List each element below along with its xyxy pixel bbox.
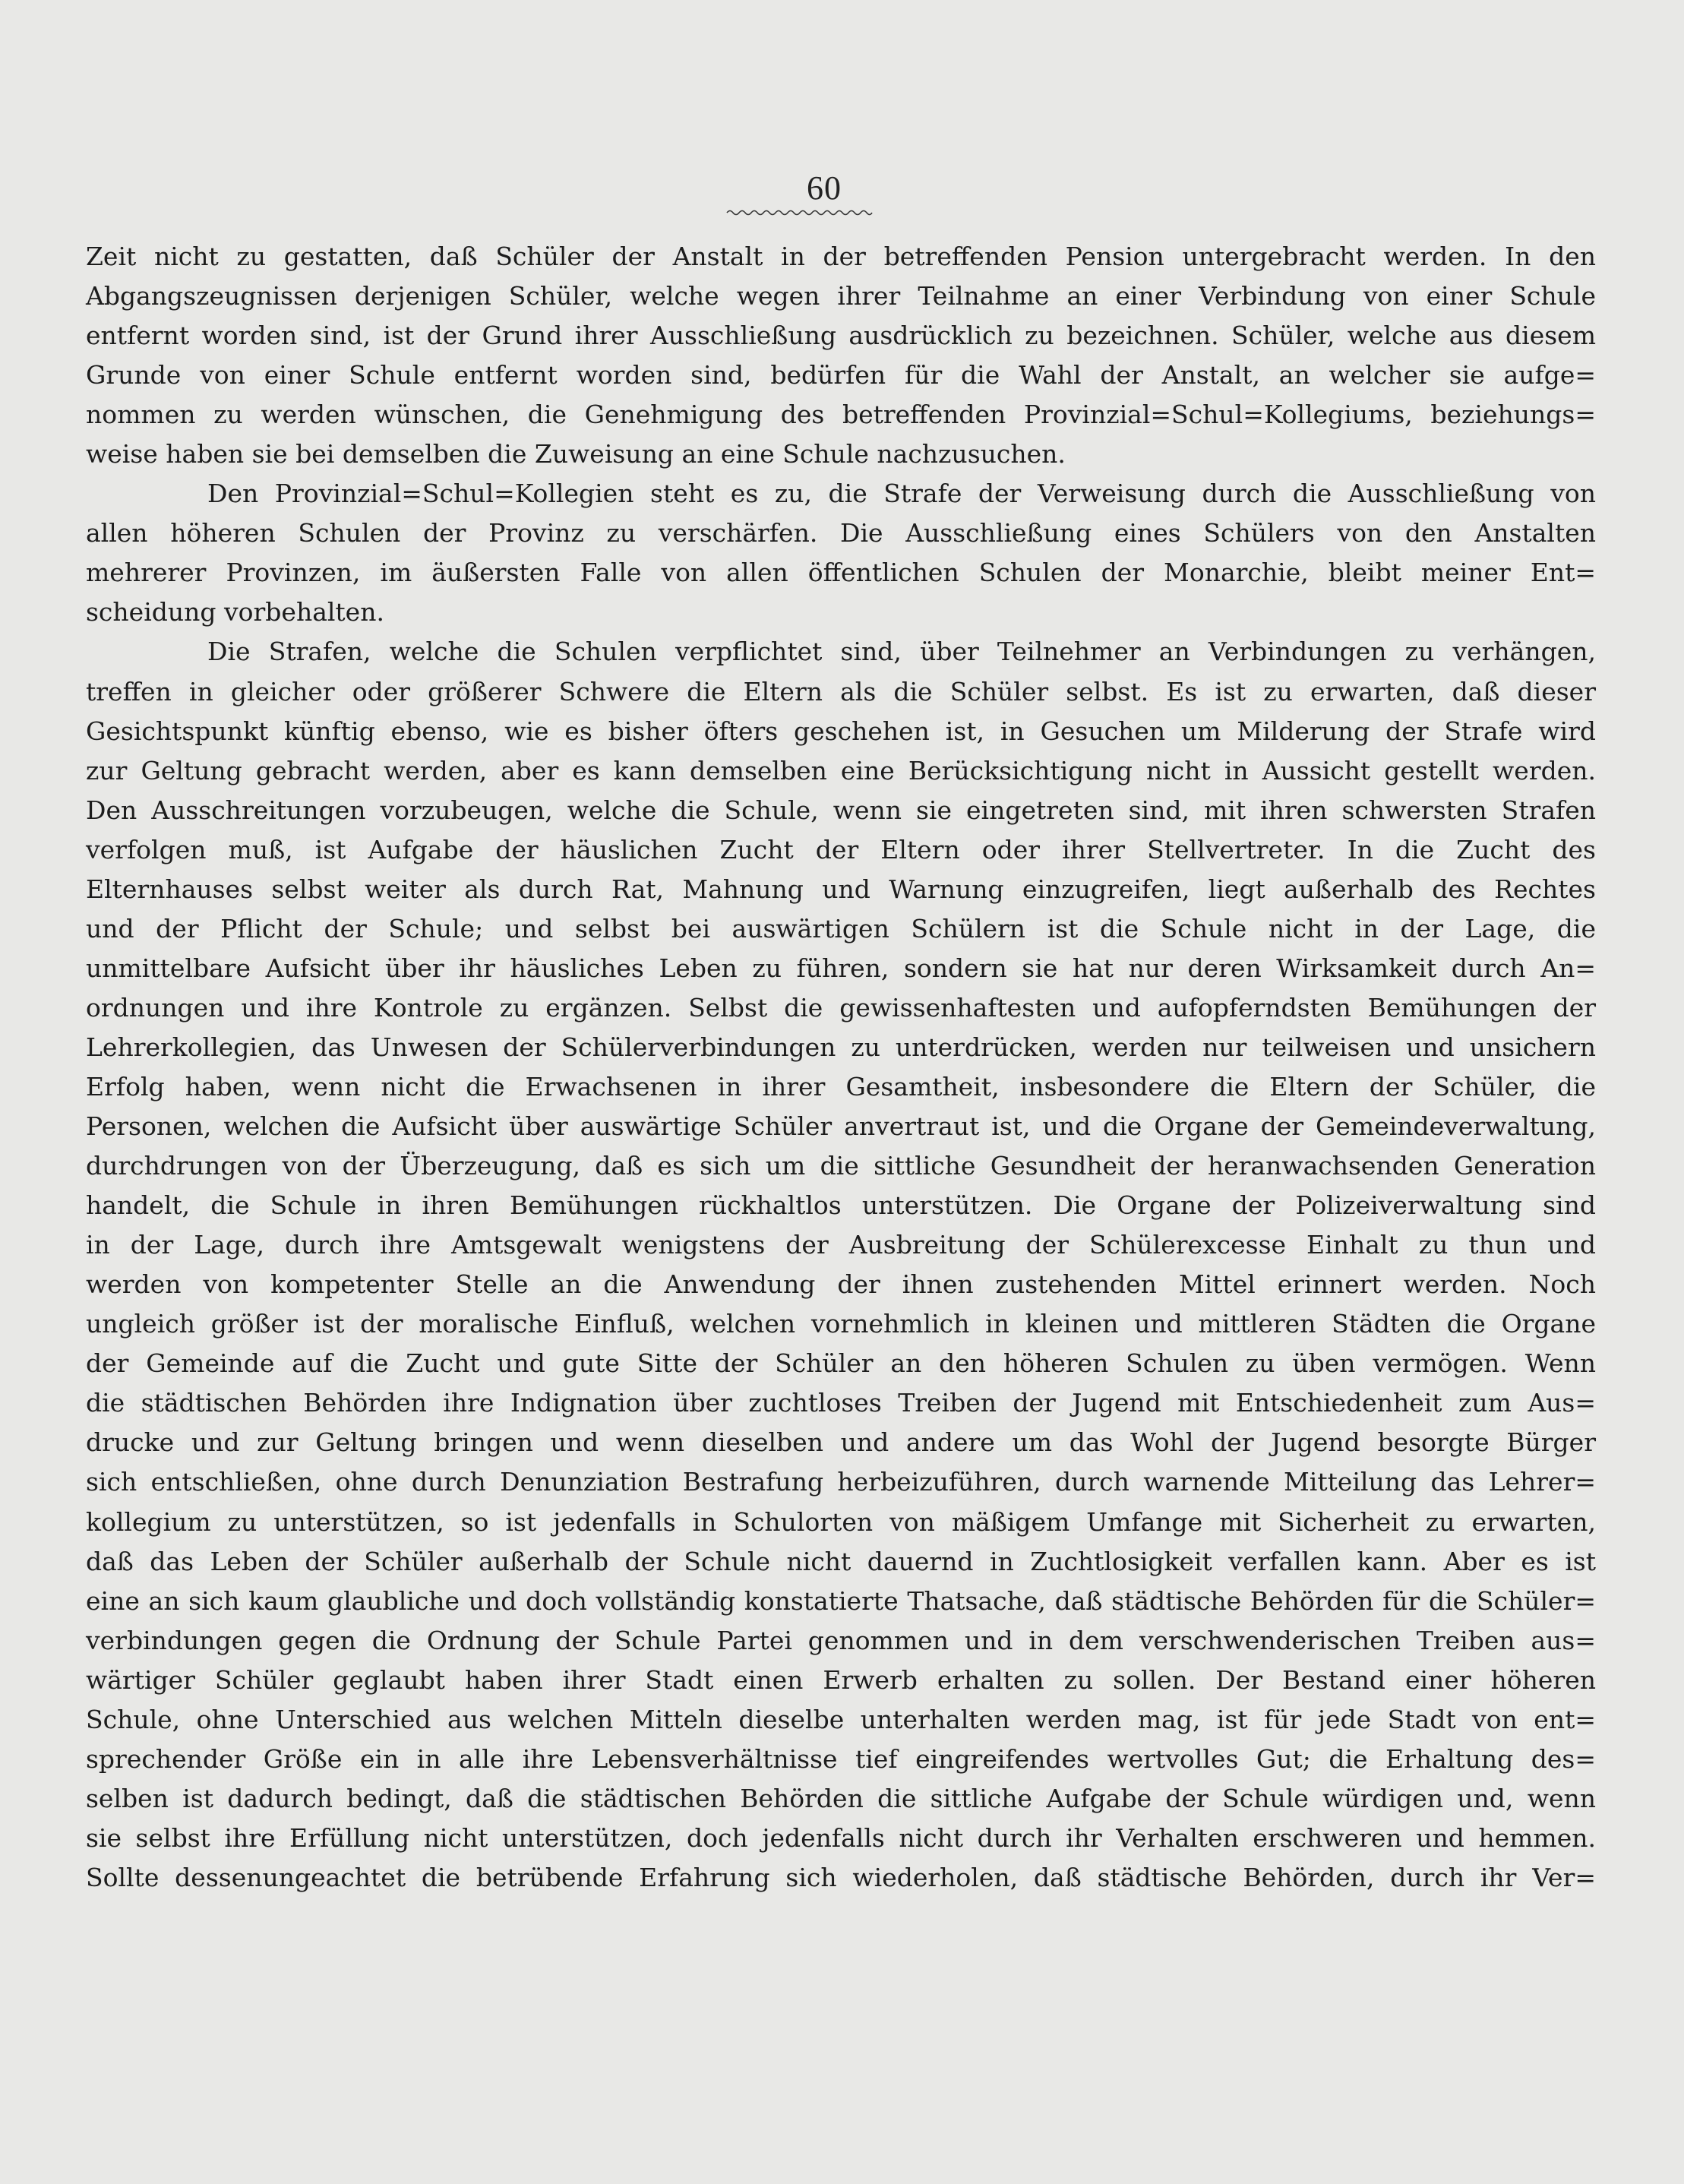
text-line: Sollte dessenungeachtet die betrübende Erfahrung sich wiederholen, daß städtische Behörden, durch ihr Ver= — [86, 1862, 1596, 1892]
text-line: durchdrungen von der Überzeugung, daß es sich um die sittliche Gesundheit der heranwachsenden Generation — [86, 1151, 1596, 1181]
text-line: sich entschließen, ohne durch Denunziation Bestrafung herbeizuführen, durch warnende Mitteilung das Lehrer= — [86, 1467, 1596, 1497]
text-line: Gesichtspunkt künftig ebenso, wie es bisher öfters geschehen ist, in Gesuchen um Milderung der Strafe wird — [86, 716, 1596, 746]
text-line: entfernt worden sind, ist der Grund ihrer Ausschließung ausdrücklich zu bezeichnen. Schüler, welche aus diesem — [86, 321, 1596, 351]
body-text — [86, 237, 1596, 1898]
text-line: drucke und zur Geltung bringen und wenn dieselben und andere um das Wohl der Jugend besorgte Bürger — [86, 1427, 1596, 1458]
text-line: ordnungen und ihre Kontrole zu ergänzen. Selbst die gewissenhaftesten und aufopferndsten Bemühungen der — [86, 992, 1596, 1022]
text-line: weise haben sie bei demselben die Zuweisung an eine Schule nachzusuchen. — [86, 439, 1066, 469]
text-line: Den Provinzial=Schul=Kollegien steht es zu, die Strafe der Verweisung durch die Ausschließung von — [207, 479, 1596, 509]
text-line: allen höheren Schulen der Provinz zu verschärfen. Die Ausschließung eines Schülers von den Anstalten — [86, 518, 1596, 548]
text-line: unmittelbare Aufsicht über ihr häusliches Leben zu führen, sondern sie hat nur deren Wirksamkeit durch An= — [86, 953, 1596, 983]
text-line: handelt, die Schule in ihren Bemühungen rückhaltlos unterstützen. Die Organe der Polizeiverwaltung sind — [86, 1190, 1596, 1221]
text-line: Grunde von einer Schule entfernt worden sind, bedürfen für die Wahl der Anstalt, an welcher sie aufge= — [86, 360, 1596, 390]
text-line: treffen in gleicher oder größerer Schwere die Eltern als die Schüler selbst. Es ist zu erwarten, daß dieser — [86, 676, 1596, 706]
text-line: Schule, ohne Unterschied aus welchen Mitteln dieselbe unterhalten werden mag, ist für jede Stadt von ent= — [86, 1704, 1596, 1734]
text-line: Personen, welchen die Aufsicht über auswärtige Schüler anvertraut ist, und die Organe der Gemeindeverwaltung, — [86, 1111, 1596, 1142]
text-line: Zeit nicht zu gestatten, daß Schüler der Anstalt in der betreffenden Pension untergebracht werden. In den — [86, 242, 1596, 271]
text-line: nommen zu werden wünschen, die Genehmigung des betreffenden Provinzial=Schul=Kollegiums, beziehungs= — [86, 400, 1596, 430]
text-line: Abgangszeugnissen derjenigen Schüler, welche wegen ihrer Teilnahme an einer Verbindung von einer Schule — [86, 281, 1596, 311]
text-line: Erfolg haben, wenn nicht die Erwachsenen in ihrer Gesamtheit, insbesondere die Eltern der Schüler, die — [86, 1071, 1596, 1101]
text-line: Elternhauses selbst weiter als durch Rat, Mahnung und Warnung einzugreifen, liegt außerhalb des Rechtes — [86, 874, 1596, 904]
text-line: werden von kompetenter Stelle an die Anwendung der ihnen zustehenden Mittel erinnert werden. Noch — [86, 1269, 1596, 1300]
text-line: verfolgen muß, ist Aufgabe der häuslichen Zucht der Eltern oder ihrer Stellvertreter. In die Zucht des — [86, 834, 1596, 864]
text-line: und der Pflicht der Schule; und selbst bei auswärtigen Schülern ist die Schule nicht in der Lage, die — [86, 913, 1596, 943]
text-line: daß das Leben der Schüler außerhalb der Schule nicht dauernd in Zuchtlosigkeit verfallen kann. Aber es ist — [86, 1546, 1596, 1576]
text-line: die städtischen Behörden ihre Indignation über zuchtloses Treiben der Jugend mit Entschiedenheit zum Aus= — [86, 1388, 1596, 1418]
text-line: eine an sich kaum glaubliche und doch vollständig konstatierte Thatsache, daß städtische Behörden für die Schüler= — [86, 1585, 1596, 1616]
text-line: sie selbst ihre Erfüllung nicht unterstützen, doch jedenfalls nicht durch ihr Verhalten erschweren und hemmen. — [86, 1822, 1596, 1853]
text-line: der Gemeinde auf die Zucht und gute Sitte der Schüler an den höheren Schulen zu üben vermögen. Wenn — [86, 1348, 1596, 1379]
text-line: in der Lage, durch ihre Amtsgewalt wenigstens der Ausbreitung der Schülerexcesse Einhalt zu thun und — [86, 1230, 1596, 1260]
text-line: scheidung vorbehalten. — [86, 597, 384, 627]
text-line: Lehrerkollegien, das Unwesen der Schülerverbindungen zu unterdrücken, werden nur teilweisen und unsichern — [86, 1032, 1596, 1062]
text-line: zur Geltung gebracht werden, aber es kann demselben eine Berücksichtigung nicht in Aussicht gestellt werden. — [86, 755, 1596, 785]
text-line: wärtiger Schüler geglaubt haben ihrer Stadt einen Erwerb erhalten zu sollen. Der Bestand einer höheren — [86, 1664, 1596, 1695]
text-line: kollegium zu unterstützen, so ist jedenfalls in Schulorten von mäßigem Umfange mit Sicherheit zu erwarten, — [86, 1506, 1596, 1537]
decorative-wavy-rule — [725, 208, 874, 217]
text-line: selben ist dadurch bedingt, daß die städtischen Behörden die sittliche Aufgabe der Schule würdigen und, wenn — [86, 1783, 1596, 1813]
page-number: 60 — [807, 169, 842, 207]
text-line: verbindungen gegen die Ordnung der Schule Partei genommen und in dem verschwenderischen Treiben aus= — [86, 1625, 1596, 1655]
text-line: Die Strafen, welche die Schulen verpflichtet sind, über Teilnehmer an Verbindungen zu verhängen, — [207, 637, 1596, 667]
text-line: ungleich größer ist der moralische Einfluß, welchen vornehmlich in kleinen und mittleren Städten die Organe — [86, 1309, 1596, 1339]
text-line: Den Ausschreitungen vorzubeugen, welche die Schule, wenn sie eingetreten sind, mit ihren schwersten Strafen — [86, 795, 1596, 825]
text-line: mehrerer Provinzen, im äußersten Falle von allen öffentlichen Schulen der Monarchie, bleibt meiner Ent= — [86, 558, 1596, 588]
text-line: sprechender Größe ein in alle ihre Lebensverhältnisse tief eingreifendes wertvolles Gut; die Erhaltung des= — [86, 1743, 1596, 1774]
